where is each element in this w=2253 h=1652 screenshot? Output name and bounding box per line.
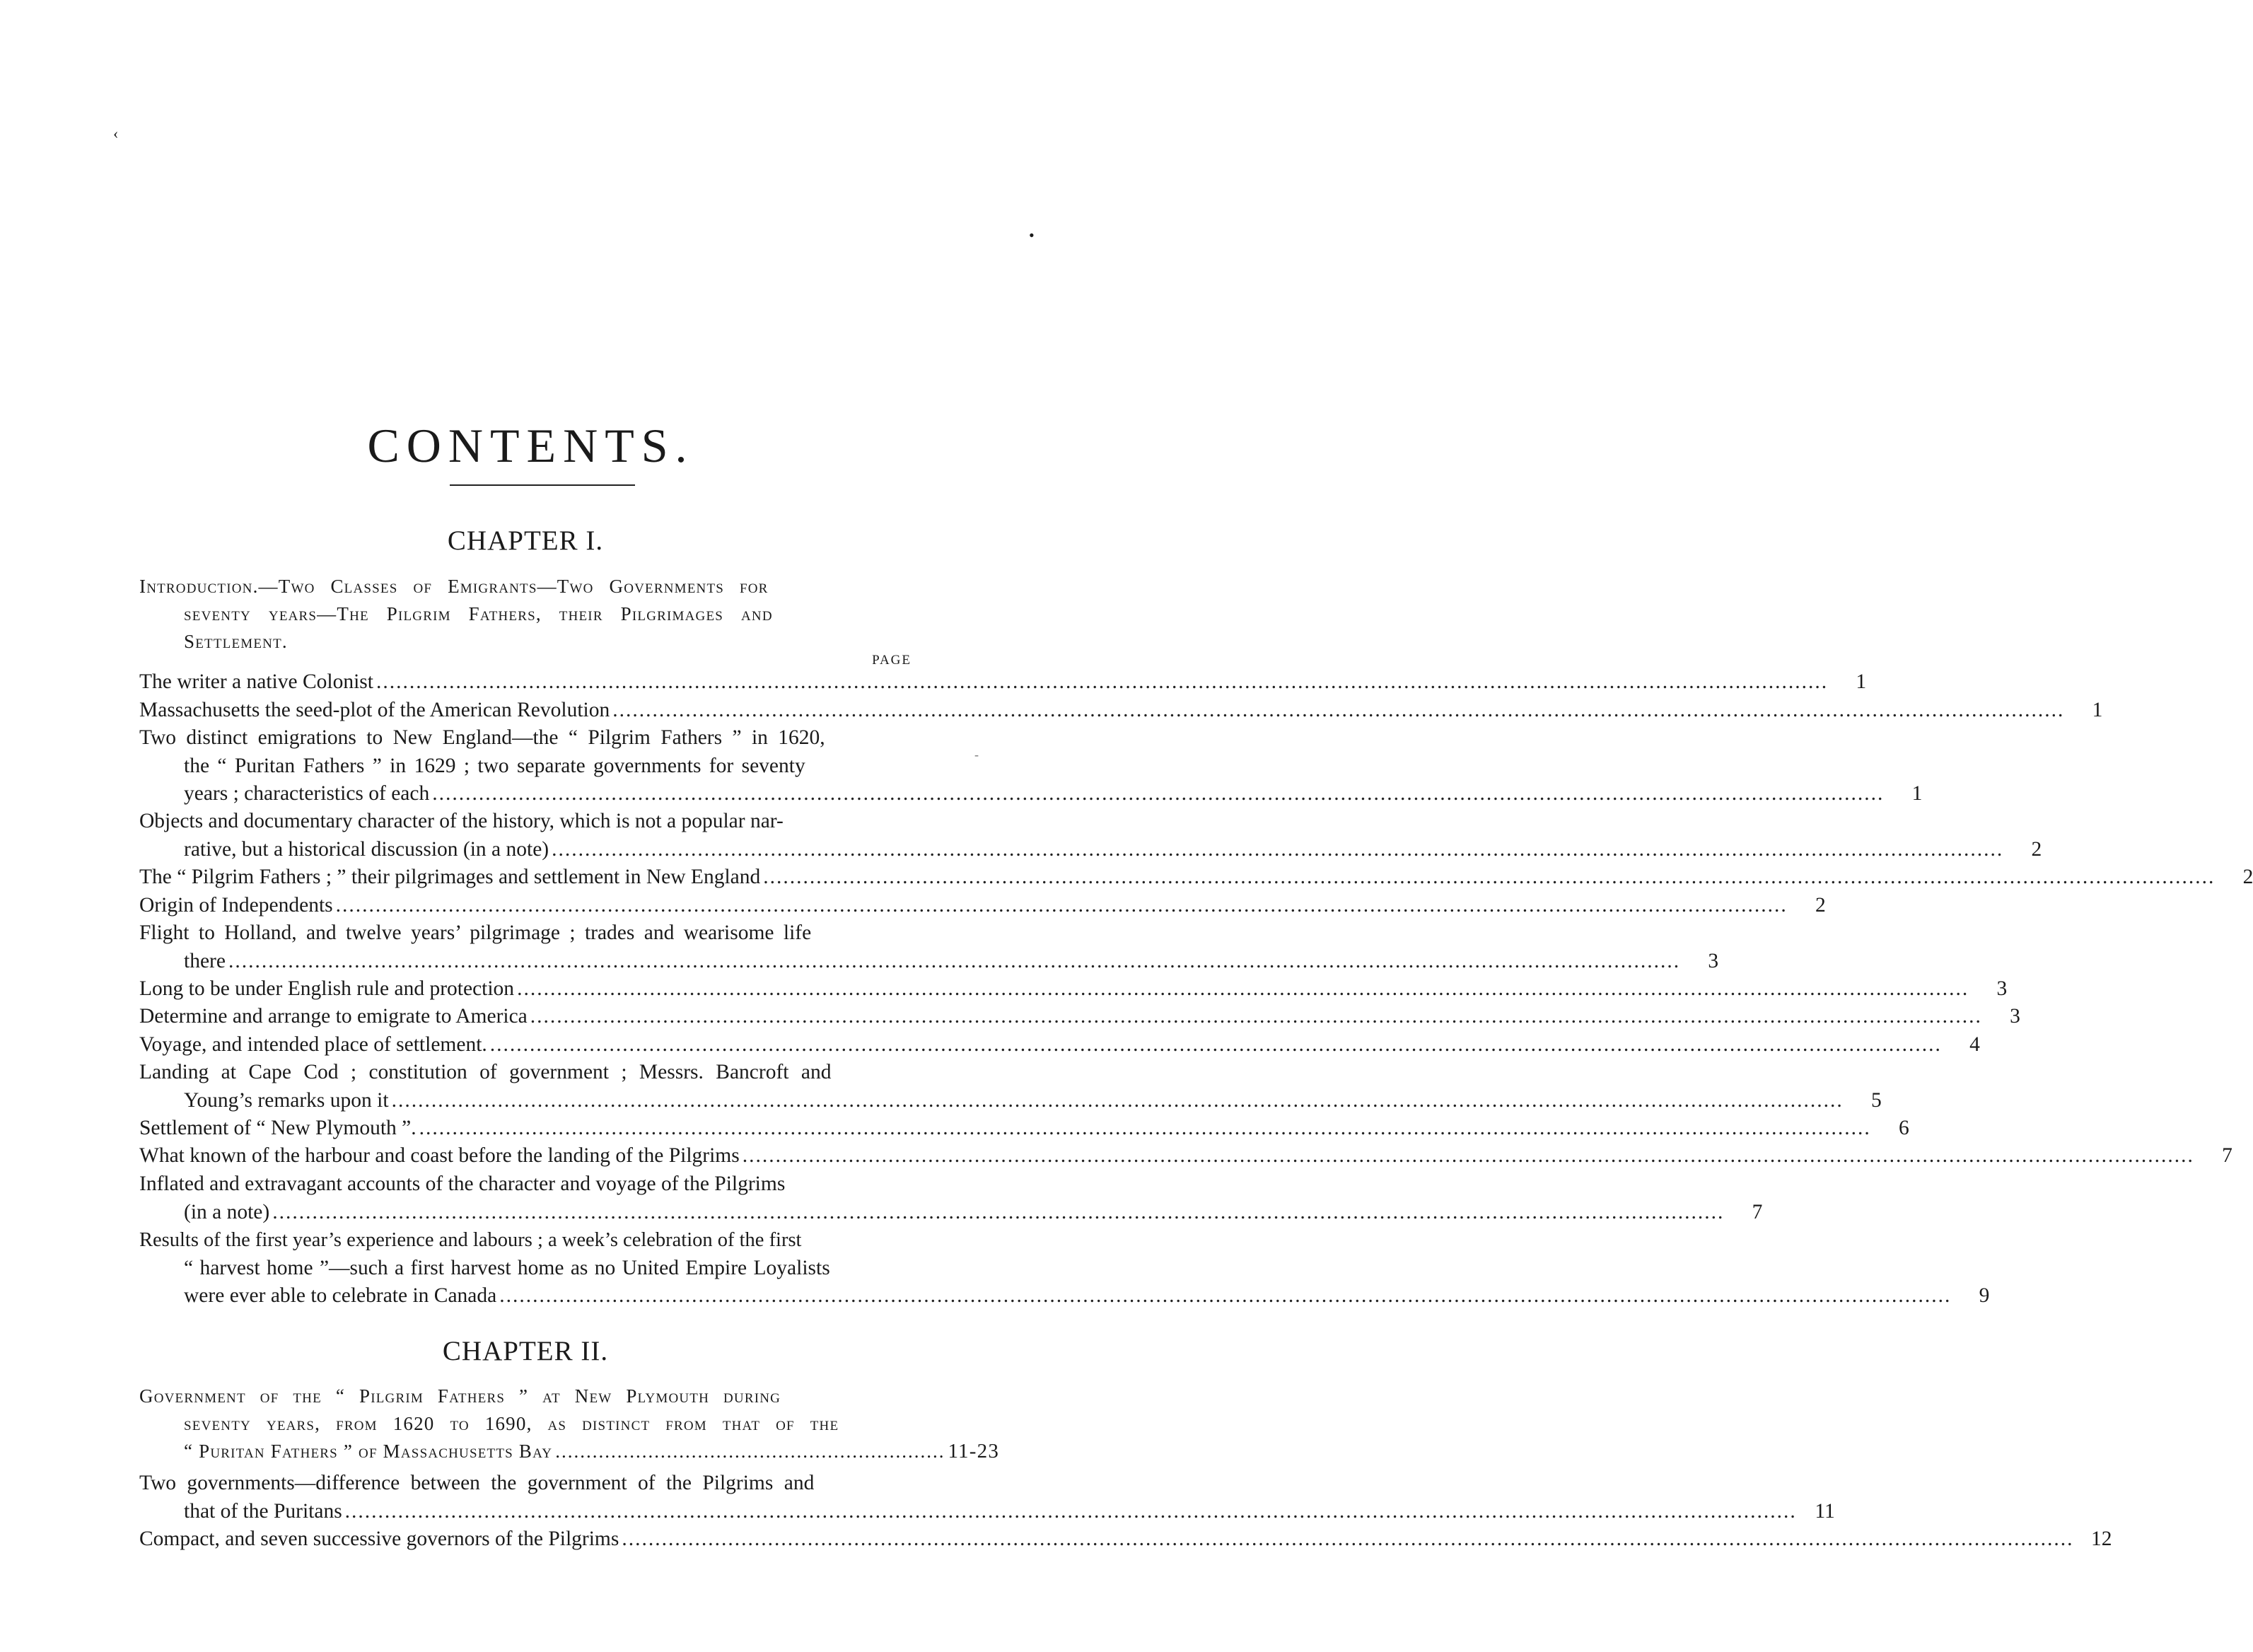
summary-line: Government of the “ Pilgrim Fathers ” at New Plymouth during (139, 1385, 781, 1407)
page-column-label: PAGE (872, 653, 912, 668)
title-rule (450, 484, 635, 486)
entry-text: Landing at Cape Cod ; constitution of government ; Messrs. Bancroft and (139, 1061, 832, 1083)
leader-dots (490, 1031, 1942, 1059)
entry-text: were ever able to celebrate in Canada (184, 1284, 497, 1307)
entry-text: Flight to Holland, and twelve years’ pilgrimage ; trades and wearisome life (139, 921, 812, 944)
entry-page: 7 (1752, 1200, 1763, 1223)
leader-dots (499, 1282, 1951, 1310)
leader-dots (517, 975, 1969, 1004)
toc-entry (139, 724, 1923, 808)
toc-entry (139, 697, 2103, 725)
entry-page: 12 (2090, 1528, 2112, 1550)
stray-mark-margin: ‐ (974, 748, 979, 762)
entry-text: rative, but a historical discussion (in a note) (184, 837, 549, 861)
entry-text: What known of the harbour and coast before the landing of the Pilgrims (139, 1144, 740, 1167)
leader-dots (530, 1003, 1982, 1031)
summary-line: Settlement. (184, 631, 288, 652)
leader-dots (432, 780, 1884, 808)
stray-mark-top-left: ‹ (113, 124, 119, 142)
toc-entry (139, 975, 2008, 1004)
toc-entry (139, 919, 1719, 975)
toc-entry (139, 1470, 1835, 1525)
toc-entry (139, 808, 2042, 863)
entry-page: 5 (1870, 1088, 1882, 1112)
entry-text: that of the Puritans (184, 1499, 342, 1523)
entry-page: 2 (2031, 837, 2042, 861)
entry-page: 2 (2242, 866, 2253, 888)
toc-entry (139, 892, 1826, 920)
entry-text: Long to be under English rule and protection (139, 977, 515, 1000)
entry-text: “ harvest home ”—such a first harvest home as no United Empire Loyalists (184, 1256, 830, 1279)
leader-dots (336, 892, 1788, 920)
toc-entry (139, 1031, 1980, 1059)
entry-page: 3 (2010, 1005, 2020, 1028)
toc-entry (139, 1226, 1990, 1310)
leader-dots (345, 1498, 1797, 1526)
entry-text: (in a note) (184, 1200, 270, 1223)
leader-dots (612, 697, 2064, 725)
entry-page: 2 (1815, 894, 1826, 917)
entry-text: The writer a native Colonist (139, 670, 373, 693)
entry-text: Voyage, and intended place of settlement. (139, 1033, 487, 1056)
entry-text: Settlement of “ New Plymouth ”. (139, 1117, 417, 1139)
chapter-2-summary (139, 1383, 1000, 1465)
entry-text: there (184, 949, 226, 972)
page-title: CONTENTS. (367, 418, 694, 472)
entry-page: 4 (1969, 1033, 1980, 1056)
leader-dots (763, 863, 2215, 892)
toc-entry (139, 1142, 2232, 1170)
chapter-1-heading: CHAPTER I. (447, 525, 604, 556)
leader-dots (376, 668, 1828, 697)
entry-text: years ; characteristics of each (184, 782, 430, 805)
entry-page: 9 (1979, 1284, 1990, 1307)
toc-entry (139, 1170, 1763, 1226)
toc-entry (139, 1115, 1909, 1143)
entry-text: Young’s remarks upon it (184, 1088, 389, 1112)
toc-entry (139, 1525, 2112, 1554)
entry-page: 6 (1899, 1117, 1909, 1139)
leader-dots (552, 836, 2003, 864)
entry-text: Inflated and extravagant accounts of the character and voyage of the Pilgrims (139, 1173, 786, 1195)
entry-text: Compact, and seven successive governors of the Pilgrims (139, 1528, 619, 1550)
summary-text: “ Puritan Fathers ” of Massachusetts Bay (184, 1441, 553, 1462)
leader-dots (743, 1142, 2194, 1170)
leader-dots (622, 1525, 2073, 1554)
entry-page: 11 (1815, 1499, 1835, 1523)
entry-text: Origin of Independents (139, 894, 333, 917)
entry-text: Determine and arrange to emigrate to America (139, 1005, 528, 1028)
entry-page: 7 (2222, 1144, 2232, 1167)
entry-text: Two distinct emigrations to New England—the “ Pilgrim Fathers ” in 1620, (139, 726, 825, 749)
chapter-2-heading: CHAPTER II. (442, 1336, 609, 1366)
chapter-1-summary (139, 573, 912, 656)
summary-line: seventy years, from 1620 to 1690, as distinct from that of the (184, 1413, 839, 1434)
entry-text: Objects and documentary character of the history, which is not a popular nar- (139, 810, 784, 832)
entry-text: the “ Puritan Fathers ” in 1629 ; two separate governments for seventy (184, 754, 805, 777)
entry-text: Massachusetts the seed-plot of the American Revolution (139, 699, 610, 721)
toc-entry (139, 863, 2253, 892)
leader-dots (228, 948, 1680, 976)
entry-page: 3 (1996, 977, 2008, 1000)
leader-dots (419, 1115, 1871, 1143)
entry-page: 1 (1856, 670, 1867, 693)
stray-mark-top-right: • (1029, 226, 1035, 244)
toc-entry (139, 1003, 2020, 1031)
summary-line-with-pages (139, 1438, 1000, 1465)
leader-dots (272, 1199, 1724, 1227)
leader-dots: ............................................................... (555, 1441, 945, 1462)
entry-text: Two governments—difference between the government of the Pilgrims and (139, 1472, 815, 1494)
entry-page: 1 (2092, 699, 2103, 721)
leader-dots (392, 1087, 1844, 1115)
toc-entry (139, 1059, 1882, 1115)
entry-text: The “ Pilgrim Fathers ; ” their pilgrimages and settlement in New England (139, 866, 761, 888)
summary-line: seventy years—The Pilgrim Fathers, their Pilgrimages and (184, 603, 773, 624)
toc-entry (139, 668, 1867, 697)
entry-text: Results of the first year’s experience and labours ; a week’s celebration of the first (139, 1229, 802, 1251)
summary-pages: 11-23 (948, 1440, 1000, 1462)
summary-line: Introduction.—Two Classes of Emigrants—Two Governments for (139, 576, 769, 597)
entry-page: 3 (1708, 949, 1719, 972)
entry-page: 1 (1911, 782, 1923, 805)
